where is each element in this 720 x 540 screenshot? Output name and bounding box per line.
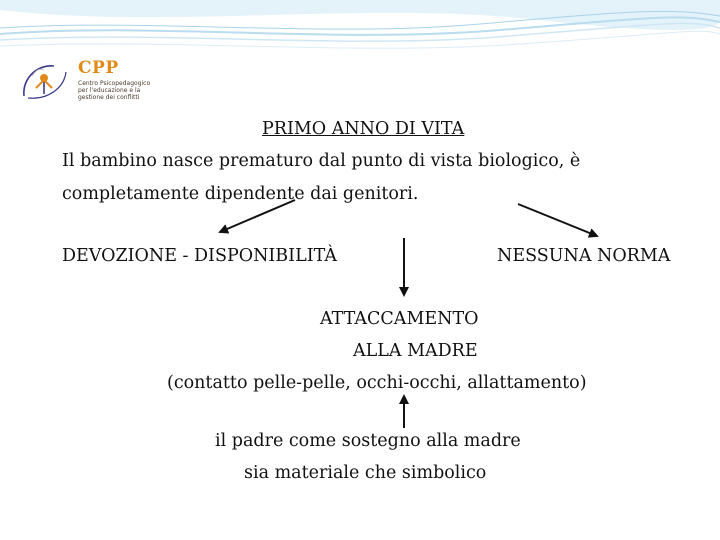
- logo-line-2: per l'educazione e la: [78, 87, 141, 94]
- node-father-line-1: il padre come sostegno alla madre: [215, 431, 521, 451]
- node-father-line-2: sia materiale che simbolico: [244, 463, 487, 483]
- slide-title: PRIMO ANNO DI VITA: [262, 119, 465, 139]
- arrow-to-devotion: [220, 200, 295, 232]
- logo-line-3: gestione dei conflitti: [78, 94, 140, 101]
- node-no-rule: NESSUNA NORMA: [497, 246, 671, 266]
- intro-text-line-1: Il bambino nasce prematuro dal punto di vista biologico, è: [62, 151, 581, 171]
- node-attachment-line-2: ALLA MADRE: [353, 341, 478, 361]
- logo-line-1: Centro Psicopedagogico: [78, 80, 151, 87]
- node-attachment-line-3: (contatto pelle-pelle, occhi-occhi, allattamento): [167, 373, 587, 393]
- intro-text-line-2: completamente dipendente dai genitori.: [62, 184, 419, 204]
- arrow-to-no-rule: [518, 204, 597, 236]
- node-devotion-availability: DEVOZIONE - DISPONIBILITÀ: [62, 246, 337, 266]
- logo-acronym: CPP: [78, 58, 119, 78]
- node-attachment-line-1: ATTACCAMENTO: [320, 309, 479, 329]
